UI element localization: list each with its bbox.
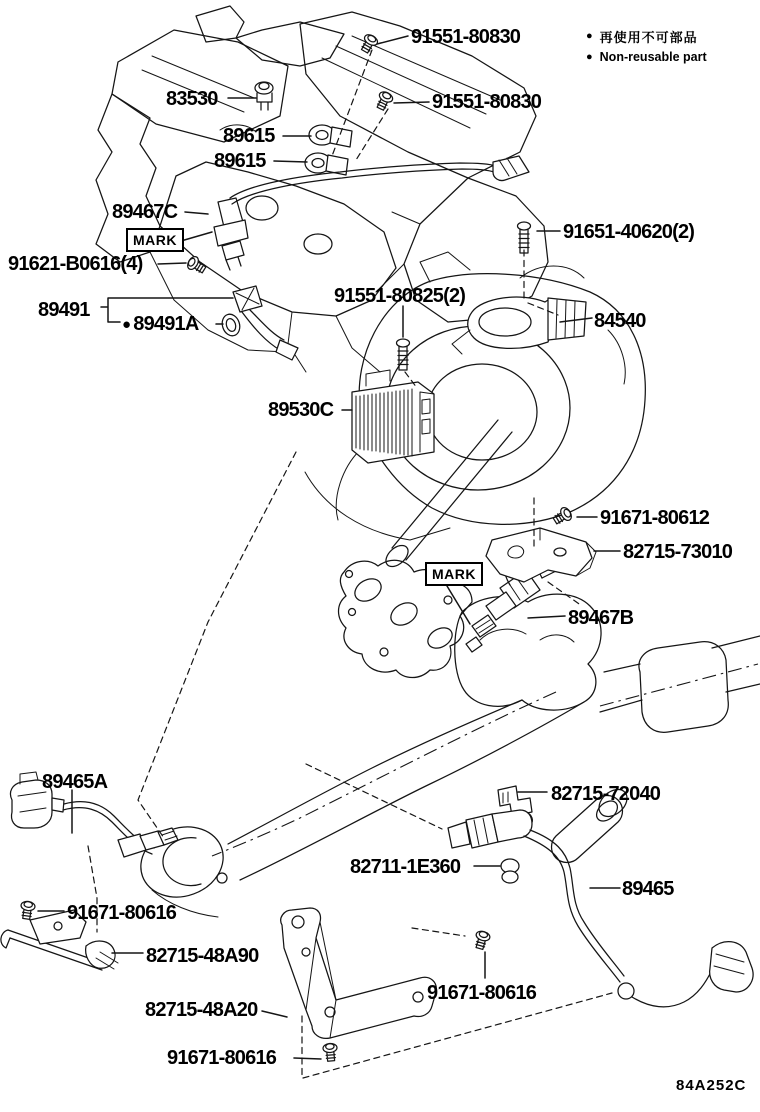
part-label-91551-80825: 91551-80825(2) — [334, 285, 466, 307]
part-label-82711-1e360: 82711-1E360 — [350, 856, 461, 878]
part-label-82715-73010: 82715-73010 — [623, 541, 733, 563]
mark-box-2: MARK — [425, 562, 483, 586]
part-label-91671-80612: 91671-80612 — [600, 507, 710, 529]
part-label-82715-48a90: 82715-48A90 — [146, 945, 259, 967]
part-label-91671-80616-1: 91671-80616 — [67, 902, 177, 924]
non-reusable-dot: ● — [586, 30, 593, 42]
sensor-89465 — [448, 784, 753, 1007]
legend-text-cjk: 再使用不可部品 — [599, 30, 698, 45]
spark-plug-83530 — [255, 82, 273, 110]
legend — [586, 27, 707, 68]
part-label-89465a: 89465A — [42, 771, 108, 793]
part-label-83530: 83530 — [166, 88, 218, 110]
part-label-91671-80616-2: 91671-80616 — [427, 982, 537, 1004]
module-89530c — [352, 370, 434, 463]
non-reusable-dot: ● — [586, 50, 593, 63]
part-label-89615-1: 89615 — [223, 125, 275, 147]
sensor-89467c — [214, 156, 529, 270]
part-label-91621-b0616: 91621-B0616(4) — [8, 253, 143, 275]
non-reusable-dot: ● — [122, 316, 131, 333]
part-label-91551-80830-2: 91551-80830 — [432, 91, 542, 113]
part-label-84540: 84540 — [594, 310, 646, 332]
part-label-89491a-text: 89491A — [133, 313, 199, 335]
figure-code: 84A252C — [676, 1077, 747, 1094]
part-label-82715-48a20: 82715-48A20 — [145, 999, 258, 1021]
part-label-82715-72040: 82715-72040 — [551, 783, 661, 805]
part-label-91671-80616-3: 91671-80616 — [167, 1047, 277, 1069]
part-label-91651-40620: 91651-40620(2) — [563, 221, 695, 243]
part-label-89467c: 89467C — [112, 201, 178, 223]
part-label-89615-2: 89615 — [214, 150, 266, 172]
legend-row-cjk — [586, 27, 707, 46]
mark-box-1: MARK — [126, 228, 184, 252]
part-label-89465: 89465 — [622, 878, 674, 900]
bracket-82715-73010 — [486, 528, 596, 582]
bracket-89491 — [220, 286, 298, 360]
part-label-89467b: 89467B — [568, 607, 634, 629]
ignition-coil-89615-1 — [309, 125, 352, 147]
switch-84540 — [452, 297, 586, 354]
legend-text-english: Non-reusable part — [599, 50, 707, 64]
part-label-89491: 89491 — [38, 299, 90, 321]
part-label-91551-80830-1: 91551-80830 — [411, 26, 521, 48]
part-label-89491a — [122, 314, 199, 334]
legend-row-english — [586, 50, 707, 64]
part-label-89530c: 89530C — [268, 399, 334, 421]
